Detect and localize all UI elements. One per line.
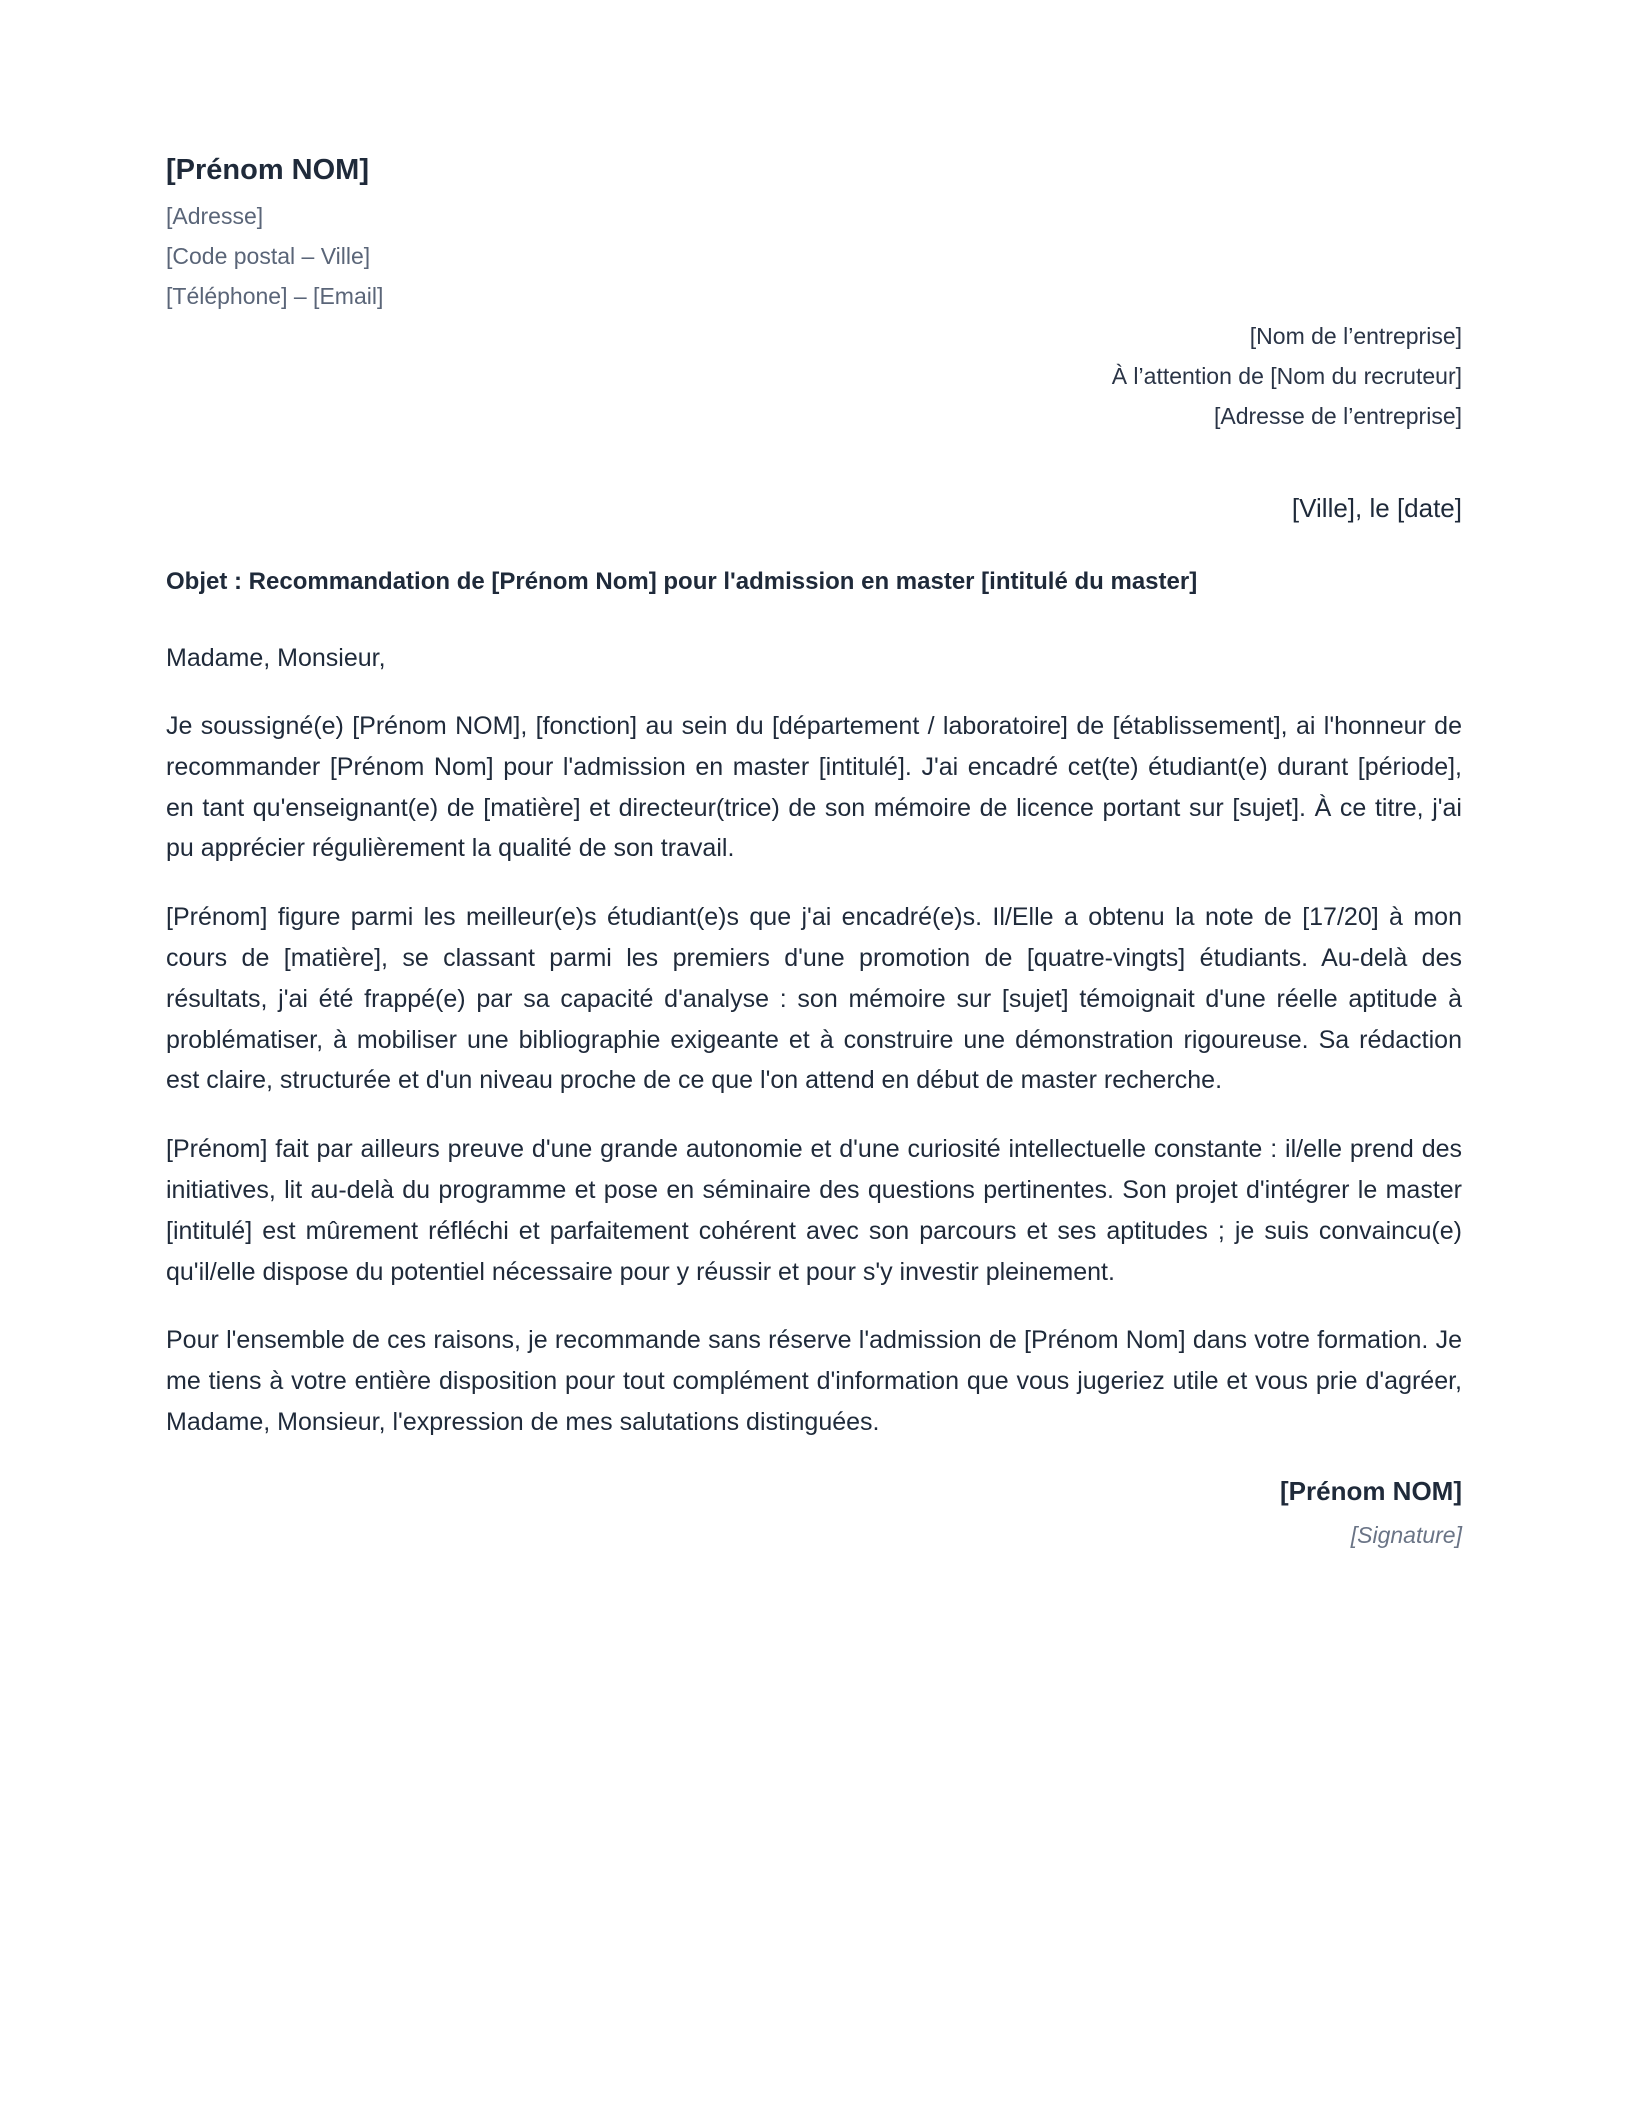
body-paragraph-3: [Prénom] fait par ailleurs preuve d'une grande autonomie et d'une curiosité intellectuelle constante : il/elle prend des initiatives, lit au-delà du programme et pose en séminaire des questions pertinentes. Son projet d'intégrer le master [intitulé] est mûrement réfléchi et parfaitement cohérent avec son parcours et ses aptitudes ; je suis convaincu(e) qu'il/elle dispose du potentiel nécessaire pour y réussir et pour s'y investir pleinement. <box>166 1135 1462 1286</box>
sender-phone-email: [Téléphone] – [Email] <box>166 283 384 309</box>
letter-subject: Objet : Recommandation de [Prénom Nom] pour l'admission en master [intitulé du master] <box>166 568 1198 595</box>
sender-postal-city: [Code postal – Ville] <box>166 243 371 269</box>
body-paragraph-1: Je soussigné(e) [Prénom NOM], [fonction] au sein du [département / laboratoire] de [établissement], ai l'honneur de recommander [Prénom Nom] pour l'admission en master [intitulé]. J'ai encadré cet(te) étudiant(e) durant [période], en tant qu'enseignant(e) de [matière] et directeur(trice) de son mémoire de licence portant sur [sujet]. À ce titre, j'ai pu apprécier régulièrement la qualité de son travail. <box>166 712 1462 863</box>
signature-block <box>166 1471 1462 1555</box>
date-line: [Ville], le [date] <box>1291 493 1462 523</box>
recipient-attention: À l’attention de [Nom du recruteur] <box>1111 363 1462 389</box>
recipient-address: [Adresse de l’entreprise] <box>1213 403 1462 429</box>
sender-name: [Prénom NOM] <box>166 154 369 186</box>
body-paragraph-4: Pour l'ensemble de ces raisons, je recommande sans réserve l'admission de [Prénom Nom] dans votre formation. Je me tiens à votre entière disposition pour tout complément d'information que vous jugeriez utile et vous prie d'agréer, Madame, Monsieur, l'expression de mes salutations distinguées. <box>166 1326 1462 1436</box>
signature-placeholder: [Signature] <box>1350 1521 1462 1548</box>
body-paragraph-2: [Prénom] figure parmi les meilleur(e)s étudiant(e)s que j'ai encadré(e)s. Il/Elle a obtenu la note de [17/20] à mon cours de [matière], se classant parmi les premiers d'une promotion de [quatre-vingts] étudiants. Au-delà des résultats, j'ai été frappé(e) par sa capacité d'analyse : son mémoire sur [sujet] témoignait d'une réelle aptitude à problématiser, à mobiliser une bibliographie exigeante et à construire une démonstration rigoureuse. Sa rédaction est claire, structurée et d'un niveau proche de ce que l'on attend en début de master recherche. <box>166 903 1462 1095</box>
sender-address: [Adresse] <box>166 203 264 229</box>
sender-block <box>166 150 1462 316</box>
recipient-block <box>166 316 1462 436</box>
recipient-company: [Nom de l’entreprise] <box>1249 323 1462 349</box>
letter-content <box>166 150 1462 1555</box>
signature-name: [Prénom NOM] <box>1280 1475 1462 1506</box>
letter-greeting: Madame, Monsieur, <box>166 644 386 672</box>
